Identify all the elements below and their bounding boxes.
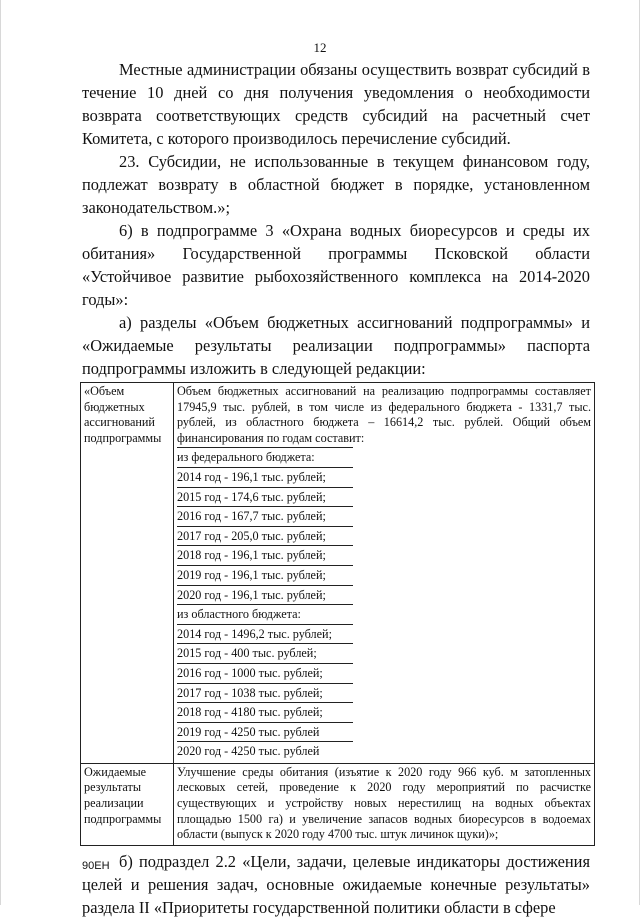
paragraph-b-subsection: б) подраздел 2.2 «Цели, задачи, целевые индикаторы достижения целей и решения задач, основные ожидаемые конечные результаты» раздела II «Приоритеты государственной политики области в сфере <box>82 851 590 917</box>
regional-year-line: 2019 год - 4250 тыс. рублей <box>177 723 353 743</box>
regional-year-line: 2020 год - 4250 тыс. рублей <box>177 744 320 759</box>
document-body <box>82 58 590 919</box>
regional-year-line: 2017 год - 1038 тыс. рублей; <box>177 684 353 704</box>
budget-intro-text: Объем бюджетных ассигнований на реализацию подпрограммы составляет 17945,9 тыс. рублей, в том числе из федерального бюджета - 1331,7 тыс. рублей, из областного бюджета – 16614,2 тыс. рублей. Общий объем финансирования по годам составит: <box>177 384 591 445</box>
federal-heading: из федерального бюджета: <box>177 447 353 468</box>
budget-content-cell <box>174 383 595 764</box>
federal-year-line: 2015 год - 174,6 тыс. рублей; <box>177 488 353 508</box>
table-row <box>81 383 595 764</box>
footer-code: 90ЕН <box>82 860 110 872</box>
regional-year-line: 2014 год - 1496,2 тыс. рублей; <box>177 625 353 645</box>
federal-year-line: 2017 год - 205,0 тыс. рублей; <box>177 527 353 547</box>
federal-year-line: 2020 год - 196,1 тыс. рублей; <box>177 586 353 606</box>
regional-year-line: 2018 год - 4180 тыс. рублей; <box>177 703 353 723</box>
regional-heading: из областного бюджета: <box>177 605 353 625</box>
budget-label-cell: «Объем бюджетных ассигнований подпрограммы <box>81 383 174 764</box>
results-content-cell: Улучшение среды обитания (изъятие к 2020 году 966 куб. м затопленных лесковых сетей, проведение к 2020 году мероприятий по расчистке существующих и устройству новых нерестилищ на водных объектах площадью 1500 га) и увеличение запасов водных биоресурсов в водоемах области (выпуск к 2020 году 4700 тыс. штук личинок щуки)»; <box>174 763 595 845</box>
page-edge-left <box>0 0 1 905</box>
paragraph-23-unused-subsidies: 23. Субсидии, не использованные в текущем финансовом году, подлежат возврату в областной бюджет в порядке, установленном законодательством.»; <box>82 152 590 217</box>
paragraph-6-subprogram-3: 6) в подпрограмме 3 «Охрана водных биоресурсов и среды их обитания» Государственной программы Псковской области «Устойчивое развитие рыбохозяйственного комплекса на 2014-2020 годы»: <box>82 221 590 309</box>
regional-year-line: 2016 год - 1000 тыс. рублей; <box>177 664 353 684</box>
results-label-cell: Ожидаемые результаты реализации подпрограммы <box>81 763 174 845</box>
passport-table <box>80 382 595 846</box>
federal-year-line: 2016 год - 167,7 тыс. рублей; <box>177 507 353 527</box>
regional-year-line: 2015 год - 400 тыс. рублей; <box>177 644 353 664</box>
table-row <box>81 763 595 845</box>
federal-year-line: 2018 год - 196,1 тыс. рублей; <box>177 546 353 566</box>
federal-year-line: 2014 год - 196,1 тыс. рублей; <box>177 468 353 488</box>
paragraph-a-sections: а) разделы «Объем бюджетных ассигнований подпрограммы» и «Ожидаемые результаты реализации подпрограммы» паспорта подпрограммы изложить в следующей редакции: <box>82 313 590 378</box>
paragraph-refund-obligation: Местные администрации обязаны осуществить возврат субсидий в течение 10 дней со дня получения уведомления о необходимости возврата соответствующих средств субсидий на расчетный счет Комитета, с которого производилось перечисление субсидий. <box>82 60 590 148</box>
federal-year-line: 2019 год - 196,1 тыс. рублей; <box>177 566 353 586</box>
page-number: 12 <box>313 40 327 55</box>
